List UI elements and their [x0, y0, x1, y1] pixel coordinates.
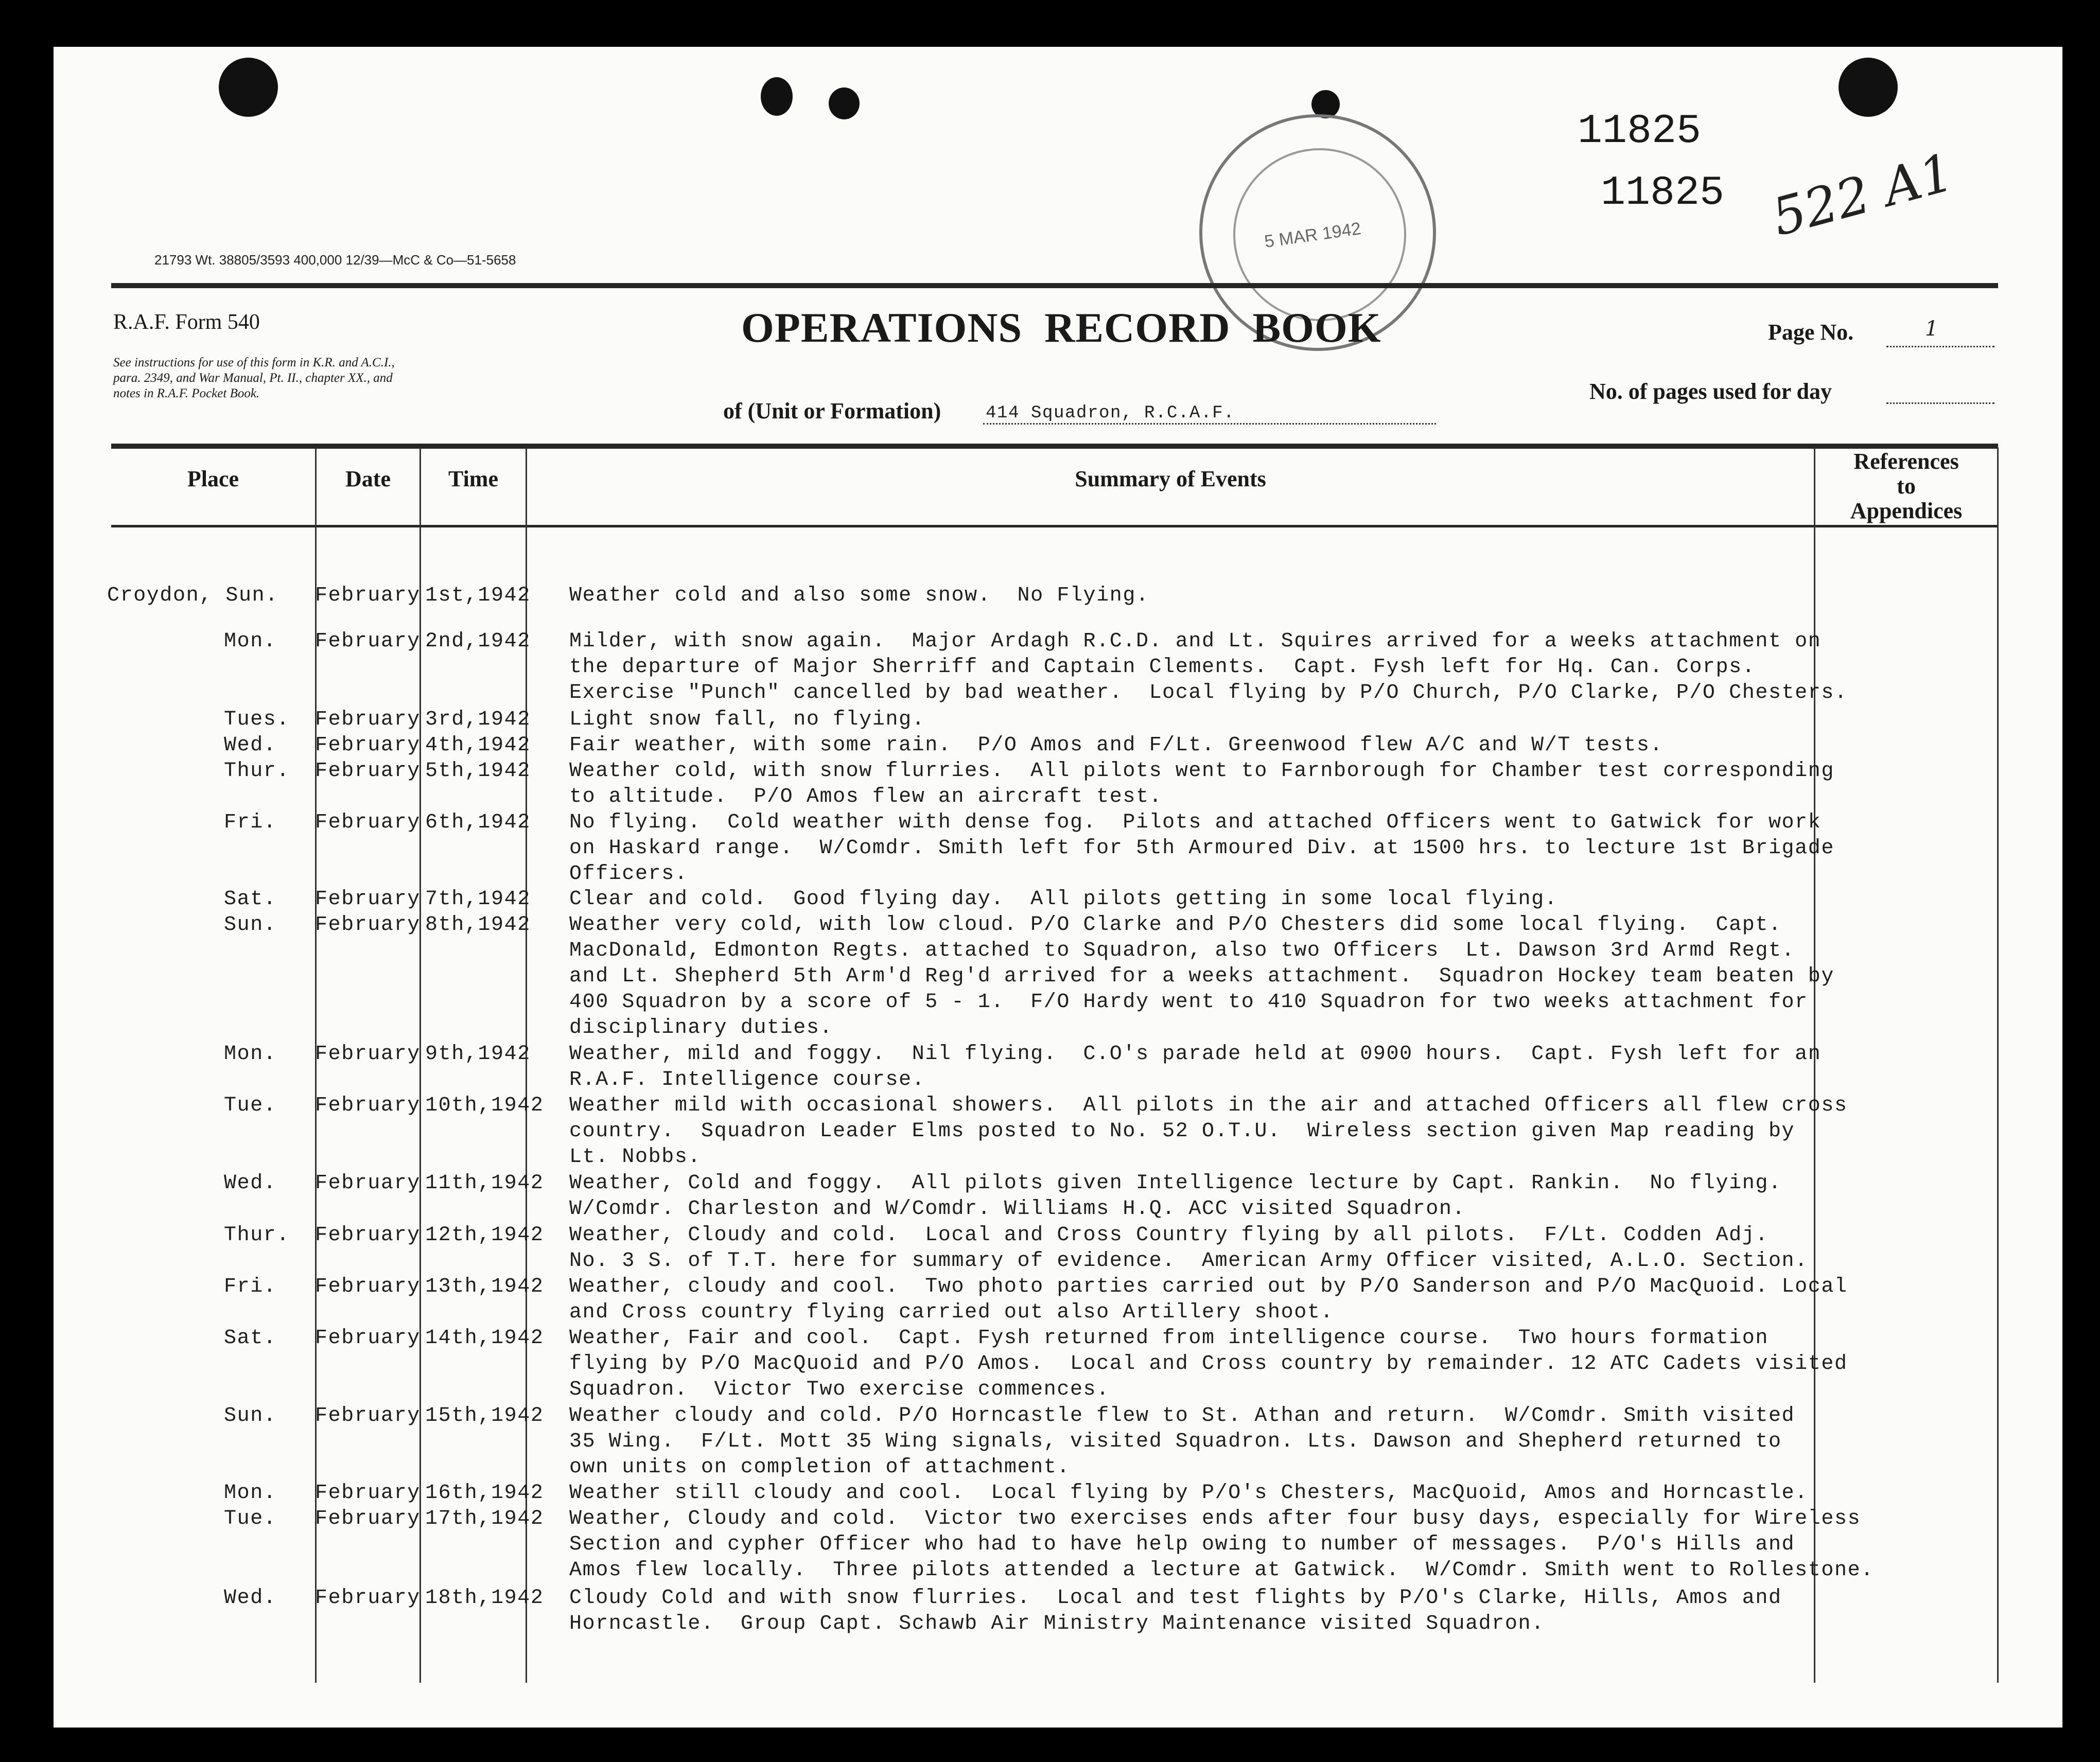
entry-date: February	[315, 1327, 421, 1350]
entry-date: February	[315, 1507, 421, 1530]
entry-place: Mon.	[224, 630, 277, 653]
entry-summary-line: Lt. Nobbs.	[569, 1146, 702, 1169]
entry-summary-line: Cloudy Cold and with snow flurries. Local and test flights by P/O's Clarke, Hills, Amos and	[569, 1587, 1782, 1610]
column-header-rule	[111, 525, 1998, 527]
entry-date: February	[315, 1587, 421, 1610]
entry-place: Fri.	[224, 1275, 277, 1298]
entry-summary-line: country. Squadron Leader Elms posted to No. 52 O.T.U. Wireless section given Map reading by	[569, 1120, 1795, 1143]
entry-date: February	[315, 1482, 421, 1505]
ink-blot	[761, 77, 793, 116]
page-title: OPERATIONS RECORD BOOK	[741, 304, 1381, 351]
entry-summary-line: Weather, Fair and cool. Capt. Fysh returned from intelligence course. Two hours formation	[569, 1327, 1769, 1350]
column-header-references	[1815, 449, 1997, 523]
entry-time: 8th,1942	[425, 913, 531, 937]
entry-summary-line: Horncastle. Group Capt. Schawb Air Ministry Maintenance visited Squadron.	[569, 1612, 1545, 1635]
references-line: to	[1897, 473, 1916, 499]
pages-used-line	[1886, 402, 1994, 404]
entry-place: Thur.	[224, 760, 290, 783]
entry-date: February	[315, 760, 421, 783]
top-rule	[111, 283, 1998, 288]
entry-date: February	[315, 1043, 421, 1066]
stamp-date: 5 MAR 1942	[1263, 219, 1362, 252]
entry-summary-line: Milder, with snow again. Major Ardagh R.C.D. and Lt. Squires arrived for a weeks attachment on	[569, 630, 1822, 653]
entry-summary-line: Fair weather, with some rain. P/O Amos and F/Lt. Greenwood flew A/C and W/T tests.	[569, 734, 1664, 757]
entry-place: Wed.	[224, 1587, 277, 1610]
instruction-line: See instructions for use of this form in K.R. and A.C.I.,	[113, 356, 395, 369]
entry-summary-line: Weather, mild and foggy. Nil flying. C.O's parade held at 0900 hours. Capt. Fysh left for an	[569, 1043, 1822, 1066]
entry-summary-line: No. 3 S. of T.T. here for summary of evidence. American Army Officer visited, A.L.O. Section.	[569, 1249, 1808, 1273]
entry-place: Sat.	[224, 1327, 277, 1350]
entry-summary-line: Section and cypher Officer who had to have help owing to number of messages. P/O's Hills and	[569, 1533, 1795, 1556]
entry-summary-line: Amos flew locally. Three pilots attended a lecture at Gatwick. W/Comdr. Smith went to Rollestone.	[569, 1559, 1874, 1582]
entry-summary-line: disciplinary duties.	[569, 1016, 833, 1039]
entry-time: 13th,1942	[425, 1275, 544, 1298]
references-line: References	[1853, 449, 1959, 474]
entry-summary-line: Weather mild with occasional showers. All pilots in the air and attached Officers all flew cross	[569, 1094, 1848, 1117]
entry-summary-line: Weather, Cloudy and cold. Victor two exercises ends after four busy days, especially for Wireless	[569, 1507, 1861, 1530]
entry-place: Wed.	[224, 734, 277, 757]
entry-summary-line: Officers.	[569, 862, 688, 886]
entry-summary-line: Weather, Cold and foggy. All pilots given Intelligence lecture by Capt. Rankin. No flying.	[569, 1172, 1782, 1195]
entry-place: Sun.	[224, 1404, 277, 1428]
entry-summary-line: Weather very cold, with low cloud. P/O Clarke and P/O Chesters did some local flying. Capt.	[569, 913, 1782, 937]
page-no-line	[1886, 346, 1994, 347]
entry-date: February	[315, 888, 421, 911]
unit-value: 414 Squadron, R.C.A.F.	[986, 403, 1235, 423]
entry-summary-line: 400 Squadron by a score of 5 - 1. F/O Hardy went to 410 Squadron for two weeks attachment for	[569, 991, 1808, 1014]
references-line: Appendices	[1850, 498, 1963, 523]
entry-time: 5th,1942	[425, 760, 531, 783]
entry-summary-line: Squadron. Victor Two exercise commences.	[569, 1378, 1110, 1401]
entry-place: Tue.	[224, 1094, 277, 1117]
entry-date: February	[315, 630, 421, 653]
header-rule	[111, 444, 1998, 449]
entry-summary-line: Weather, Cloudy and cold. Local and Cross Country flying by all pilots. F/Lt. Codden Adj.	[569, 1224, 1769, 1247]
entry-time: 16th,1942	[425, 1482, 544, 1505]
page-no-label: Page No.	[1768, 320, 1854, 345]
column-header-place: Place	[187, 466, 239, 491]
entry-summary-line: and Lt. Shepherd 5th Arm'd Reg'd arrived for a weeks attachment. Squadron Hockey team beaten by	[569, 965, 1834, 988]
entry-time: 4th,1942	[425, 734, 531, 757]
entry-date: February	[315, 584, 421, 607]
entry-summary-line: MacDonald, Edmonton Regts. attached to Squadron, also two Officers Lt. Dawson 3rd Armd Regt.	[569, 939, 1795, 962]
entry-summary-line: Weather cloudy and cold. P/O Horncastle flew to St. Athan and return. W/Comdr. Smith visited	[569, 1404, 1795, 1428]
entry-summary-line: Weather, cloudy and cool. Two photo parties carried out by P/O Sanderson and P/O MacQuoid. Local	[569, 1275, 1848, 1298]
page-no-value: 1	[1925, 317, 1938, 341]
ink-blot	[829, 87, 860, 119]
entry-time: 1st,1942	[425, 584, 531, 607]
entry-summary-line: W/Comdr. Charleston and W/Comdr. Williams H.Q. ACC visited Squadron.	[569, 1197, 1466, 1221]
entry-time: 17th,1942	[425, 1507, 544, 1530]
entry-place: Fri.	[224, 811, 277, 834]
print-code: 21793 Wt. 38805/3593 400,000 12/39—McC & Co—51-5658	[154, 252, 516, 268]
entry-summary-line: flying by P/O MacQuoid and P/O Amos. Local and Cross country by remainder. 12 ATC Cadets visited	[569, 1352, 1848, 1376]
entry-time: 18th,1942	[425, 1587, 544, 1610]
reference-number: 11825	[1601, 170, 1725, 217]
entry-time: 7th,1942	[425, 888, 531, 911]
form-name: R.A.F. Form 540	[113, 310, 260, 334]
entry-time: 3rd,1942	[425, 708, 531, 731]
entry-date: February	[315, 1224, 421, 1247]
entry-place: Tue.	[224, 1507, 277, 1530]
punch-hole-right	[1839, 58, 1898, 117]
entry-date: February	[315, 811, 421, 834]
entry-summary-line: Exercise "Punch" cancelled by bad weather. Local flying by P/O Church, P/O Clarke, P/O Chesters.	[569, 681, 1848, 704]
entry-date: February	[315, 1094, 421, 1117]
entry-date: February	[315, 1404, 421, 1428]
entry-place: Mon.	[224, 1482, 277, 1505]
entry-summary-line: Weather cold, with snow flurries. All pilots went to Farnborough for Chamber test corresponding	[569, 760, 1834, 783]
entry-time: 10th,1942	[425, 1094, 544, 1117]
entry-place: Mon.	[224, 1043, 277, 1066]
entry-summary-line: the departure of Major Sherriff and Captain Clements. Capt. Fysh left for Hq. Can. Corps.	[569, 656, 1756, 679]
entry-time: 6th,1942	[425, 811, 531, 834]
reference-number: 11825	[1578, 108, 1702, 155]
column-header-summary: Summary of Events	[1075, 466, 1266, 491]
entry-summary-line: Clear and cold. Good flying day. All pilots getting in some local flying.	[569, 888, 1558, 911]
entry-time: 11th,1942	[425, 1172, 544, 1195]
form-instructions	[113, 355, 395, 401]
entry-summary-line: Light snow fall, no flying.	[569, 708, 925, 731]
entry-summary-line: No flying. Cold weather with dense fog. Pilots and attached Officers went to Gatwick for work	[569, 811, 1822, 834]
entry-time: 2nd,1942	[425, 630, 531, 653]
entry-summary-line: R.A.F. Intelligence course.	[569, 1068, 925, 1091]
entry-summary-line: 35 Wing. F/Lt. Mott 35 Wing signals, visited Squadron. Lts. Dawson and Shepherd returned to	[569, 1430, 1782, 1453]
entry-summary-line: to altitude. P/O Amos flew an aircraft test.	[569, 785, 1163, 808]
column-divider	[1997, 448, 1999, 1683]
column-header-date: Date	[345, 466, 391, 491]
entry-place: Sun.	[224, 913, 277, 937]
column-header-time: Time	[448, 466, 498, 491]
handwritten-reference: 522 A1	[1765, 142, 1960, 248]
punch-hole-left	[219, 58, 278, 117]
entry-time: 15th,1942	[425, 1404, 544, 1428]
entry-date: February	[315, 708, 421, 731]
entry-summary-line: and Cross country flying carried out also Artillery shoot.	[569, 1301, 1334, 1324]
entry-date: February	[315, 913, 421, 937]
entry-summary-line: Weather cold and also some snow. No Flying.	[569, 584, 1149, 607]
unit-label: of (Unit or Formation)	[723, 398, 941, 424]
instruction-line: para. 2349, and War Manual, Pt. II., chapter XX., and	[113, 371, 393, 385]
entry-summary-line: own units on completion of attachment.	[569, 1456, 1070, 1479]
entry-time: 9th,1942	[425, 1043, 531, 1066]
entry-summary-line: Weather still cloudy and cool. Local flying by P/O's Chesters, MacQuoid, Amos and Horncastle.	[569, 1482, 1808, 1505]
entry-date: February	[315, 734, 421, 757]
entry-place: Wed.	[224, 1172, 277, 1195]
entry-summary-line: on Haskard range. W/Comdr. Smith left for 5th Armoured Div. at 1500 hrs. to lecture 1st Brigade	[569, 837, 1834, 860]
entry-place: Thur.	[224, 1224, 290, 1247]
entry-date: February	[315, 1275, 421, 1298]
entry-time: 12th,1942	[425, 1224, 544, 1247]
entry-place: Sat.	[224, 888, 277, 911]
instruction-line: notes in R.A.F. Pocket Book.	[113, 386, 260, 400]
entry-place: Tues.	[224, 708, 290, 731]
pages-used-label: No. of pages used for day	[1589, 379, 1832, 404]
entry-time: 14th,1942	[425, 1327, 544, 1350]
entry-date: February	[315, 1172, 421, 1195]
entry-place: Croydon, Sun.	[107, 584, 278, 607]
